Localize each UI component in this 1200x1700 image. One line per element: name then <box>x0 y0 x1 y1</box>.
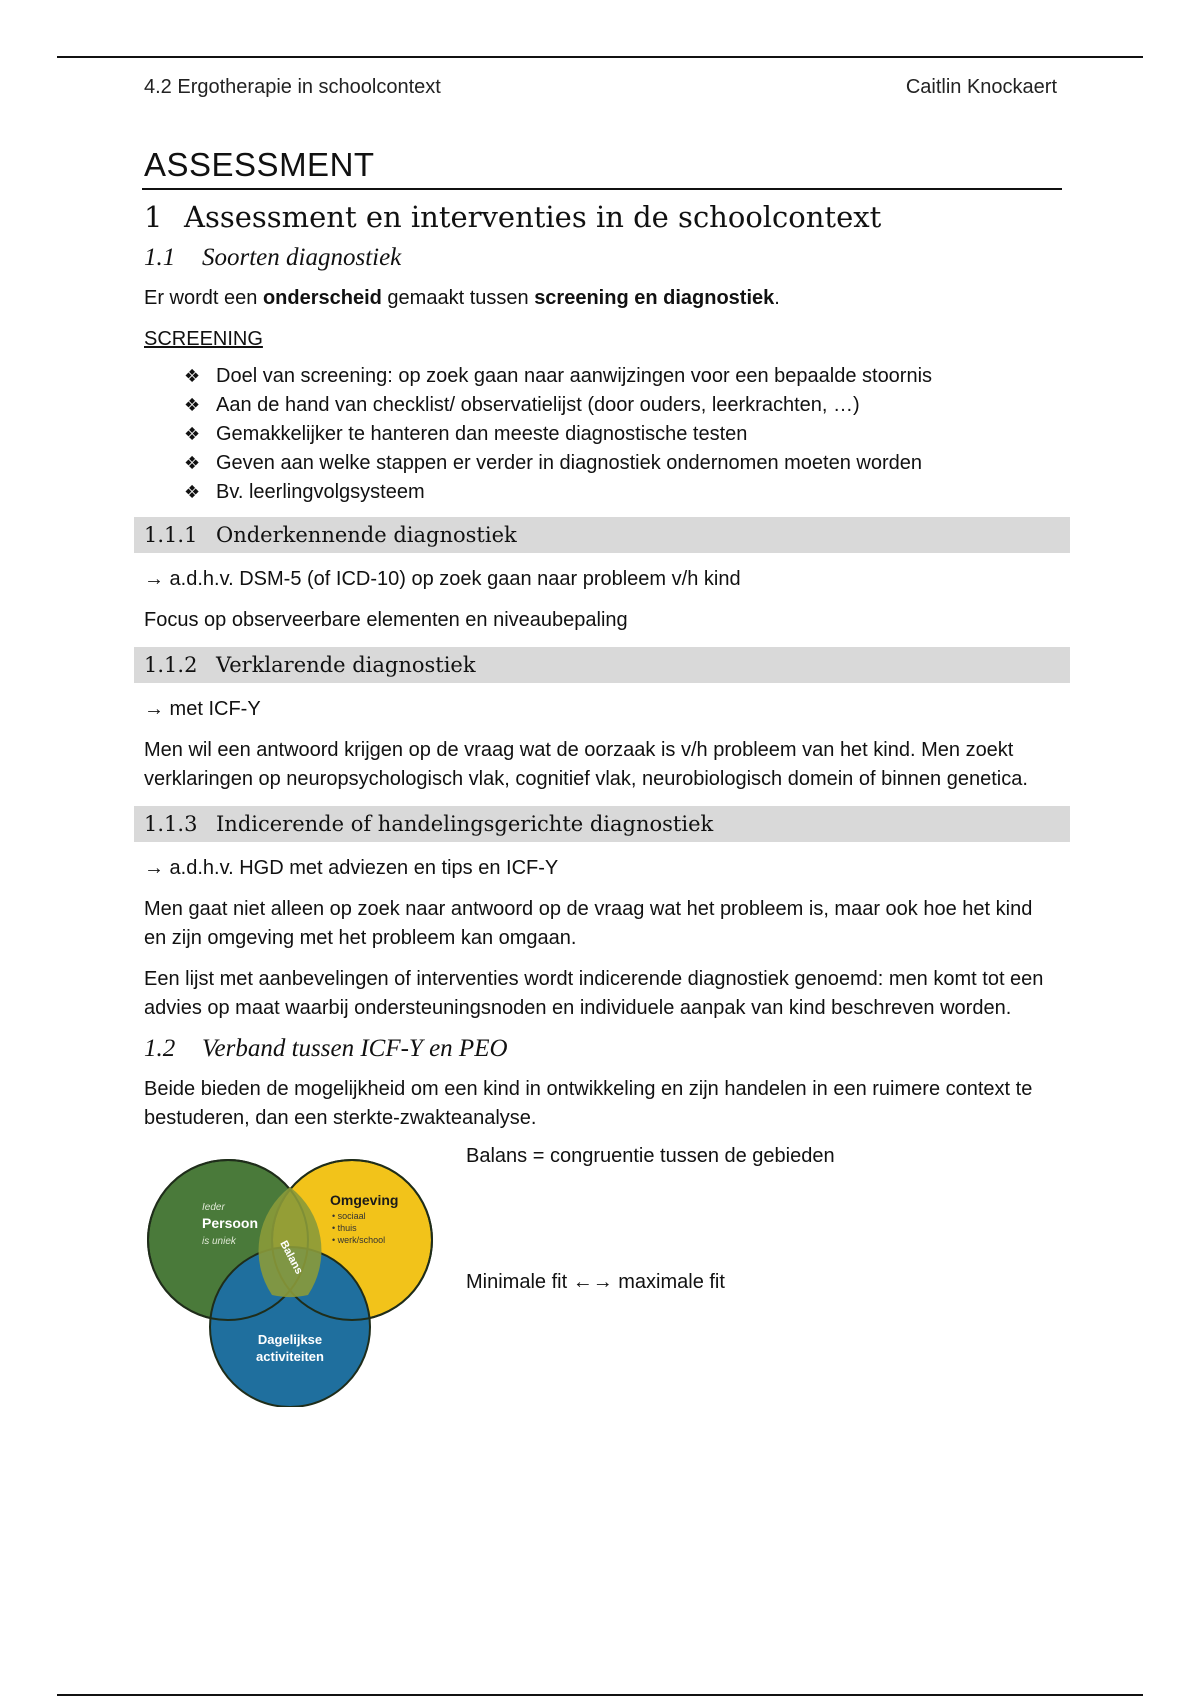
header-course: 4.2 Ergotherapie in schoolcontext <box>144 76 441 98</box>
fit-note: Minimale fit ←→ maximale fit <box>466 1271 725 1293</box>
screening-label: SCREENING <box>144 328 263 350</box>
environment-label: Omgeving <box>330 1192 399 1208</box>
subsection-heading-1-1-2: 1.1.2 Verklarende diagnostiek <box>134 647 1070 683</box>
environment-item: • thuis <box>332 1223 357 1233</box>
bullet-diamond-icon: ❖ <box>184 424 201 444</box>
balance-note: Balans = congruentie tussen de gebieden <box>466 1145 835 1167</box>
header-rule <box>57 56 1143 58</box>
environment-item: • werk/school <box>332 1235 386 1245</box>
balance-label: Balans <box>277 1238 305 1277</box>
subsection-heading-1-2: 1.2 Verband tussen ICF-Y en PEO <box>144 1035 508 1062</box>
subsection-title: Soorten diagnostiek <box>202 244 402 271</box>
paragraph: → a.d.h.v. DSM-5 (of ICD-10) op zoek gaan naar probleem v/h kind <box>144 568 741 590</box>
paragraph: Focus op observeerbare elementen en niveaubepaling <box>144 609 628 631</box>
peo-venn-diagram <box>140 1145 440 1407</box>
bullet-diamond-icon: ❖ <box>184 453 201 473</box>
activities-label-line1: Dagelijkse <box>257 1332 323 1347</box>
list-item: ❖ Bv. leerlingvolgsysteem <box>184 478 1060 507</box>
header-author: Caitlin Knockaert <box>905 76 1057 98</box>
subsection-heading-1-1-3: 1.1.3 Indicerende of handelingsgerichte diagnostiek <box>134 806 1070 842</box>
subsection-heading-1-1 <box>144 244 1060 272</box>
paragraph: Men wil een antwoord krijgen op de vraag wat de oorzaak is v/h probleem van het kind. Men zoekt verklaringen op neuropsychologisch vlak, cognitief vlak, neurobiologisch domein of binnen genetica. <box>144 739 1028 790</box>
page-title: ASSESSMENT <box>142 146 1062 190</box>
screening-list <box>184 362 1060 507</box>
person-label: Persoon <box>202 1215 259 1231</box>
subsection-number: 1.1 <box>144 244 176 271</box>
list-item: ❖ Doel van screening: op zoek gaan naar aanwijzingen voor een bepaalde stoornis <box>184 362 1060 391</box>
list-item: ❖ Gemakkelijker te hanteren dan meeste diagnostische testen <box>184 420 1060 449</box>
paragraph: → met ICF-Y <box>144 698 261 720</box>
activities-label-line2: activiteiten <box>256 1349 324 1364</box>
list-item: ❖ Aan de hand van checklist/ observatielijst (door ouders, leerkrachten, …) <box>184 391 1060 420</box>
page-content <box>144 146 1060 1415</box>
paragraph: Een lijst met aanbevelingen of interventies wordt indicerende diagnostiek genoemd: men komt tot een advies op maat waarbij ondersteuningsnoden en individuele aanpak van kind beschreven worden. <box>144 968 1044 1019</box>
bullet-diamond-icon: ❖ <box>184 482 201 502</box>
list-item: ❖ Geven aan welke stappen er verder in diagnostiek ondernomen moeten worden <box>184 449 1060 478</box>
bullet-diamond-icon: ❖ <box>184 366 201 386</box>
footer-rule <box>57 1694 1143 1696</box>
person-sub-label: is uniek <box>202 1236 236 1247</box>
intro-paragraph: Er wordt een onderscheid gemaakt tussen screening en diagnostiek. <box>144 287 780 309</box>
paragraph: Men gaat niet alleen op zoek naar antwoord op de vraag wat het probleem is, maar ook hoe het kind en zijn omgeving met het probleem kan omgaan. <box>144 898 1033 949</box>
peo-figure-row <box>144 1145 1060 1415</box>
environment-item: • sociaal <box>332 1211 366 1221</box>
paragraph: → a.d.h.v. HGD met adviezen en tips en ICF-Y <box>144 857 559 879</box>
paragraph: Beide bieden de mogelijkheid om een kind in ontwikkeling en zijn handelen in een ruimere context te bestuderen, dan een sterkte-zwakteanalyse. <box>144 1078 1033 1129</box>
subsection-heading-1-1-1: 1.1.1 Onderkennende diagnostiek <box>134 517 1070 553</box>
bullet-diamond-icon: ❖ <box>184 395 201 415</box>
section-number: 1 <box>144 200 163 234</box>
section-title: Assessment en interventies in de schoolcontext <box>184 200 882 234</box>
section-heading-1 <box>144 200 1060 234</box>
person-top-label: Ieder <box>202 1202 225 1213</box>
